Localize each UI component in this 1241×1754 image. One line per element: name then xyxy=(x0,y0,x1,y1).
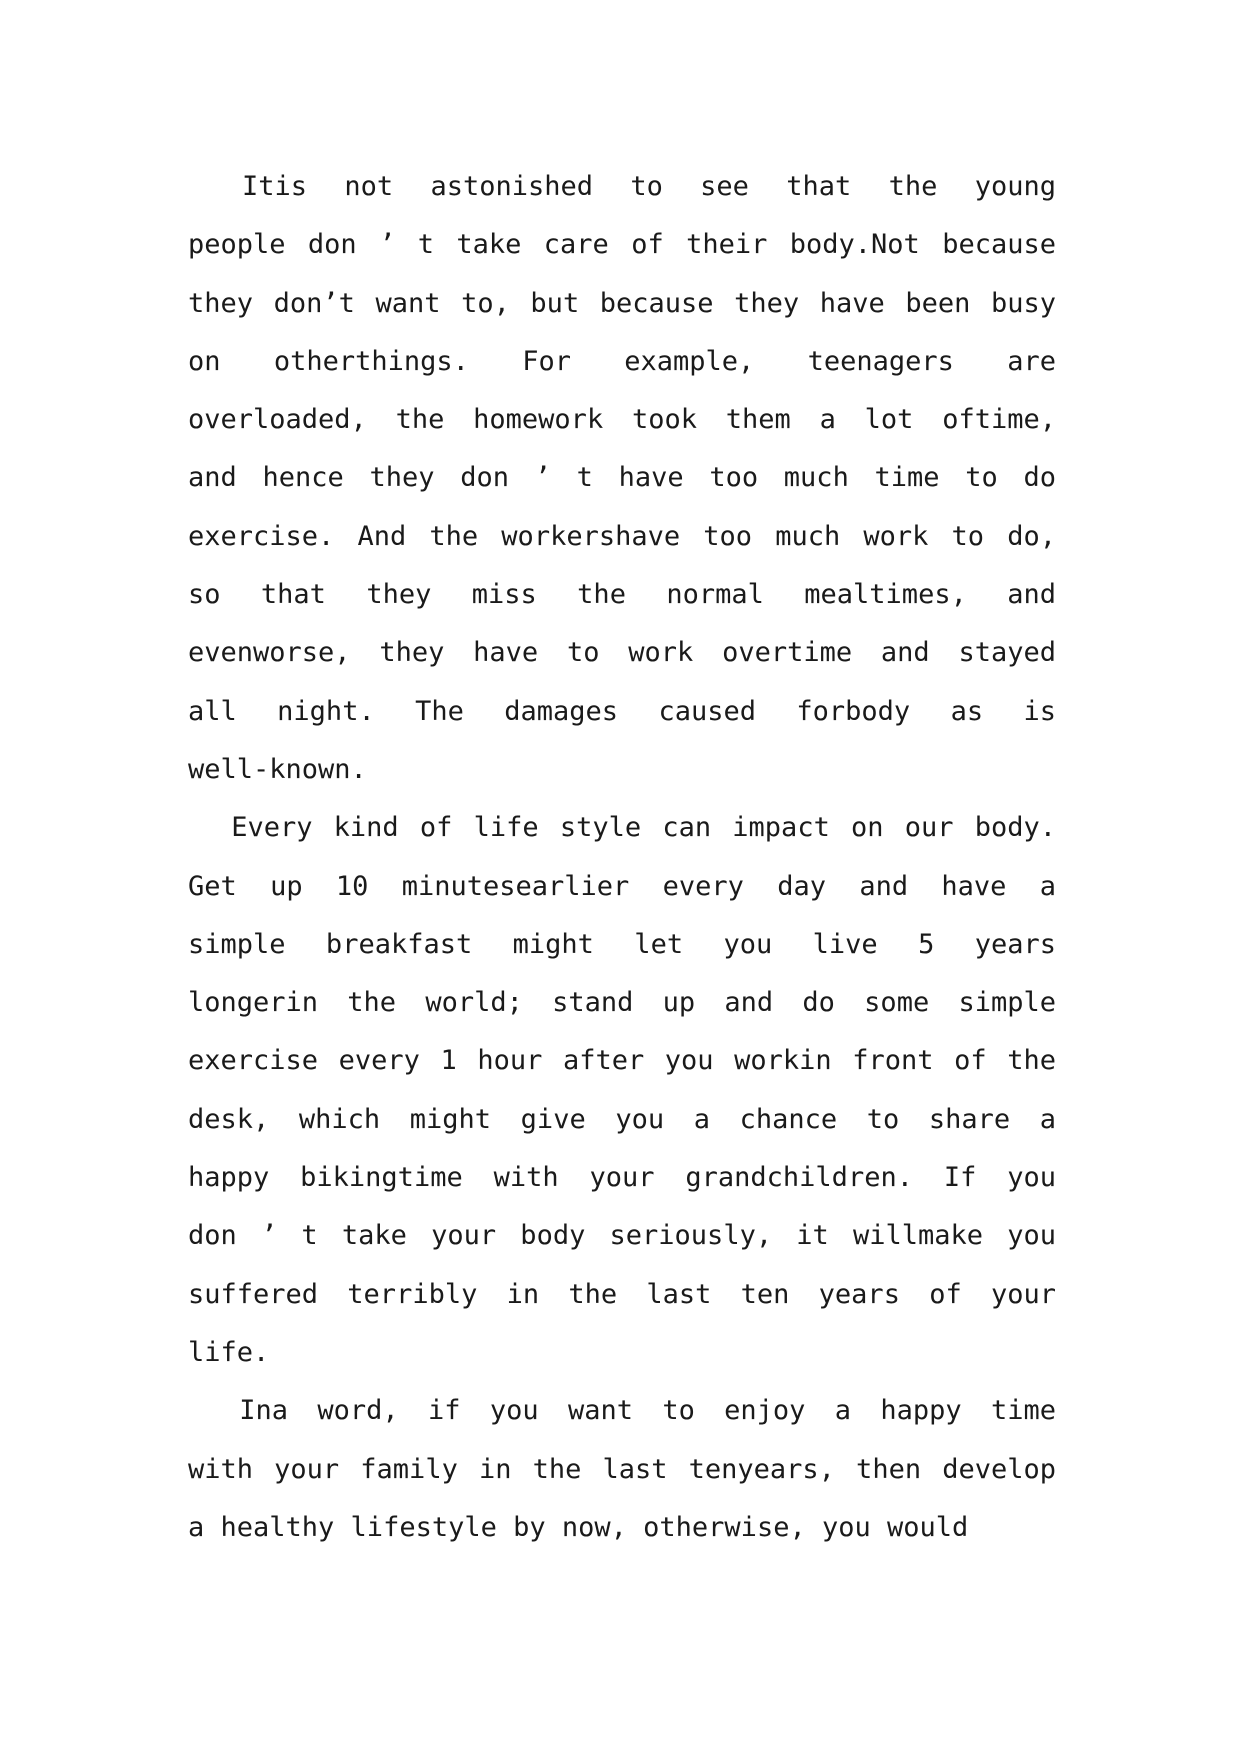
paragraph-line: don ’ t take your body seriously, it willmake you xyxy=(188,1220,1056,1252)
paragraph xyxy=(188,158,1056,799)
paragraph-line: evenworse, they have to work overtime and stayed xyxy=(188,637,1056,669)
paragraph-line: Ina word, if you want to enjoy a happy time xyxy=(239,1395,1056,1427)
paragraph-line: all night. The damages caused forbody as is xyxy=(188,695,1056,727)
paragraph-line: Itis not astonished to see that the young xyxy=(242,171,1056,202)
paragraph-line: on otherthings. For example, teenagers are xyxy=(188,345,1056,377)
paragraph-line: overloaded, the homework took them a lot oftime, xyxy=(188,404,1056,436)
paragraph-line: with your family in the last tenyears, then develop xyxy=(188,1453,1056,1485)
paragraph-line: well-known. xyxy=(188,753,367,785)
paragraph-line: a healthy lifestyle by now, otherwise, you would xyxy=(188,1511,969,1543)
paragraph-line: Get up 10 minutesearlier every day and have a xyxy=(188,870,1056,902)
paragraph-line: and hence they don ’ t have too much time to do xyxy=(188,462,1056,494)
paragraph-line: simple breakfast might let you live 5 years xyxy=(188,928,1056,960)
paragraph xyxy=(188,799,1056,1382)
paragraph-line: they don’t want to, but because they have been busy xyxy=(188,287,1056,319)
paragraph-line: people don ’ t take care of their body.Not because xyxy=(188,229,1056,261)
paragraph xyxy=(188,1382,1056,1557)
paragraph-line: happy bikingtime with your grandchildren. If you xyxy=(188,1162,1056,1194)
paragraph-line: exercise every 1 hour after you workin front of the xyxy=(188,1045,1056,1077)
paragraph-line: life. xyxy=(188,1336,270,1368)
paragraph-line: so that they miss the normal mealtimes, and xyxy=(188,579,1056,611)
document-body xyxy=(188,158,1056,1557)
paragraph-line: suffered terribly in the last ten years of your xyxy=(188,1278,1056,1310)
paragraph-line: exercise. And the workershave too much work to do, xyxy=(188,520,1056,552)
paragraph-line: Every kind of life style can impact on our body. xyxy=(231,812,1056,844)
paragraph-line: longerin the world; stand up and do some simple xyxy=(188,987,1056,1019)
paragraph-line: desk, which might give you a chance to share a xyxy=(188,1103,1056,1135)
